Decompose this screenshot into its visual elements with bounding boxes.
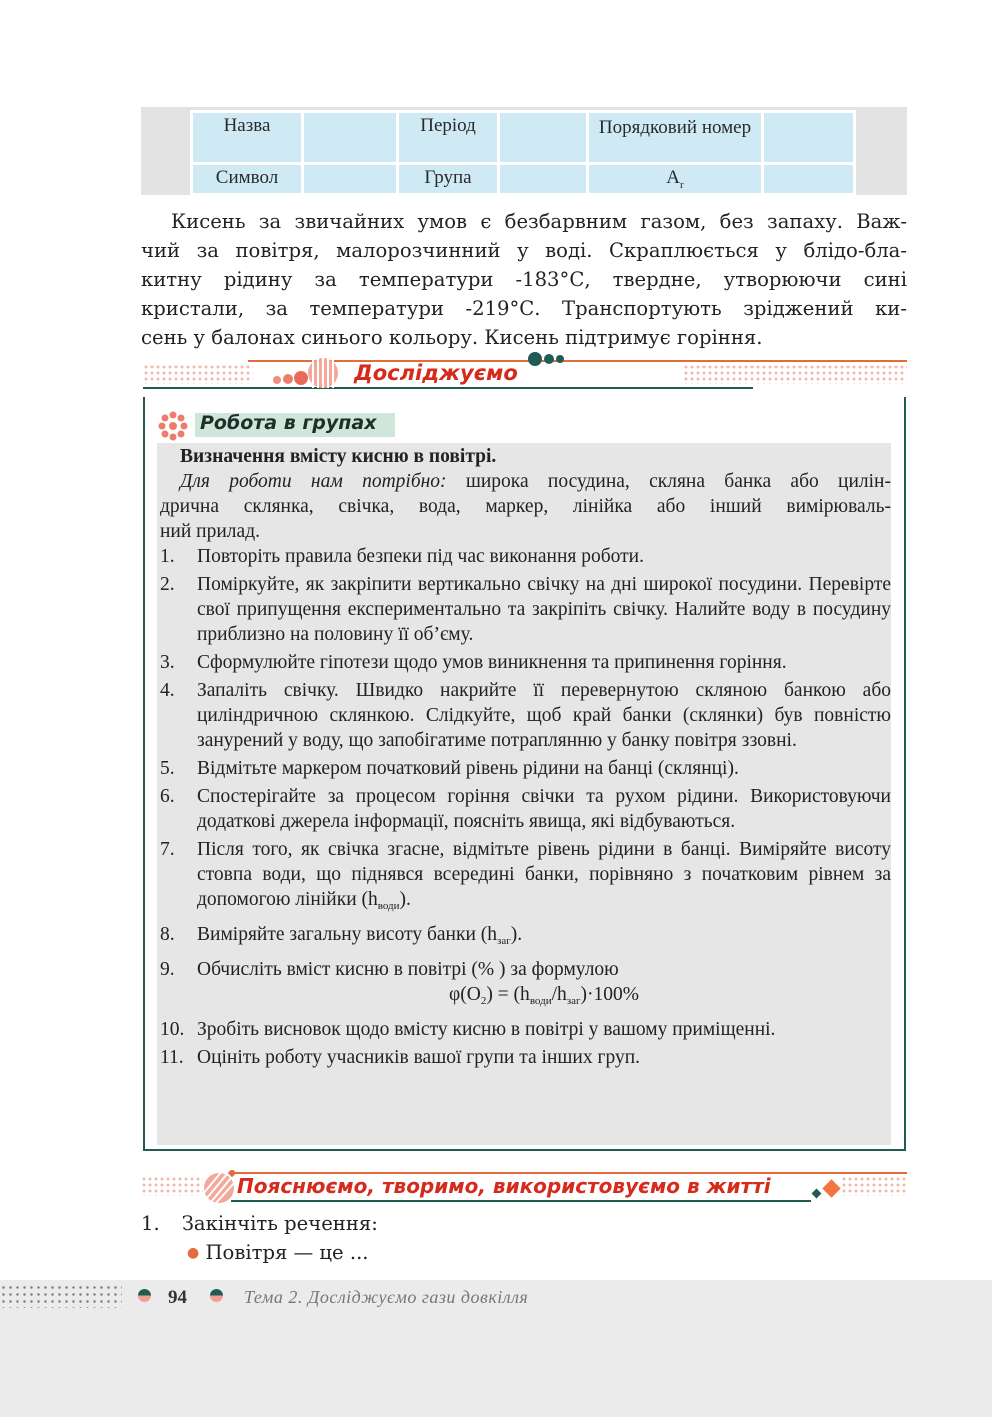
banner-decor-dots-icon	[527, 351, 575, 367]
group-work-icon	[157, 410, 189, 442]
footer-dot-icon	[210, 1289, 223, 1302]
table-cell-number-value	[764, 113, 853, 162]
banner-decor-circles-icon	[271, 356, 341, 390]
page-number: 94	[168, 1287, 187, 1308]
lab-instructions	[160, 444, 891, 1073]
footer-dot-icon	[138, 1289, 151, 1302]
materials-text: широка посудина, скляна банка або цилін-	[446, 471, 891, 492]
lab-step: 9. Обчисліть вміст кисню в повітрі (% ) за формулою	[160, 959, 619, 980]
banner-dots-left	[143, 364, 253, 384]
materials-label: Для роботи нам потрібно:	[180, 471, 447, 492]
section-banner-investigate	[143, 360, 907, 390]
bullet-text: Повітря — це ...	[205, 1241, 369, 1264]
table-cell-ar-label: $A_r$	[589, 165, 761, 193]
lab-heading: Визначення вмісту кисню в повітрі.	[180, 446, 497, 467]
bullet-icon: ●	[187, 1245, 200, 1261]
banner-top-line	[248, 360, 907, 362]
banner-decor-diamonds-icon	[811, 1178, 845, 1202]
table-cell-name-value	[304, 113, 396, 162]
table-cell-name-label: Назва	[193, 113, 301, 162]
lab-step: 11. Оцініть роботу учасників вашої групи та інших груп.	[160, 1047, 641, 1068]
footer-dots-pattern	[0, 1284, 122, 1308]
group-work-title: Робота в групах	[200, 412, 377, 434]
table-cell-symbol-label: Символ	[193, 165, 301, 193]
task-number: 1.	[141, 1212, 160, 1235]
table-cell-group-label: Група	[399, 165, 497, 193]
paragraph-line: китну рідину за температури -183°С, твердне, утворюючи сині	[141, 268, 907, 291]
section-banner-explain	[141, 1170, 907, 1204]
table-cell-number-label: Порядковий номер	[589, 113, 761, 162]
table-cell-symbol-value	[304, 165, 396, 193]
paragraph-line: Кисень за звичайних умов є безбарвним газом, без запаху. Важ-	[171, 210, 907, 233]
paragraph-line: сень у балонах синього кольору. Кисень підтримує горіння.	[141, 326, 763, 349]
lab-step: 7. Після того, як свічка згасне, відмітьте рівень рідини в банці. Виміряйте висоту стовпа води, що піднявся всередині банки, порівняно з початковим рівнем за допомогою лінійки $(h_{води})$.	[160, 839, 891, 912]
element-card-table	[190, 110, 856, 196]
lab-step: 3. Сформулюйте гіпотези щодо умов виникнення та припинення горіння.	[160, 652, 787, 673]
materials-line: ний прилад.	[160, 521, 260, 542]
table-cell-period-label: Період	[399, 113, 497, 162]
oxygen-description-paragraph	[141, 207, 907, 352]
lab-step: 2. Поміркуйте, як закріпити вертикально свічку на дні широкої посудини. Перевірте свої припущення експериментально та закріпіть свічку. Налийте воду в посудину приблизно на половину її об’єму.	[160, 574, 891, 645]
task-bullet-item	[141, 1238, 907, 1268]
oxygen-formula: $\varphi(O_2) = (h_{води}/h_{заг})\cdot 100\%$	[448, 984, 640, 1007]
table-cell-ar-value	[764, 165, 853, 193]
section-title-explain: Пояснюємо, творимо, використовуємо в житті	[237, 1174, 771, 1198]
lab-step: 4. Запаліть свічку. Швидко накрийте її перевернутою скляною банкою або циліндричною склянкою. Слідкуйте, щоб край банки (склянки) був повністю занурений у воду, що запобігатиме потраплянню у банку повітря ззовні.	[160, 680, 891, 751]
materials-line: дрична склянка, свічка, вода, маркер, лінійка або інший вимірюваль-	[160, 496, 891, 517]
lab-step: 5. Відмітьте маркером початковий рівень рідини на банці (склянці).	[160, 758, 739, 779]
task-list	[141, 1209, 907, 1268]
banner-dots-right	[683, 364, 907, 384]
lab-step: 8. Виміряйте загальну висоту банки $(h_{заг})$.	[160, 924, 523, 947]
banner-bottom-line	[143, 387, 753, 389]
banner-bottom-line	[231, 1200, 811, 1202]
task-item	[141, 1209, 907, 1238]
table-cell-group-value	[500, 165, 586, 193]
lab-step: 10. Зробіть висновок щодо вмісту кисню в повітрі у вашому приміщенні.	[160, 1019, 776, 1040]
lab-materials-continued	[160, 494, 891, 544]
banner-dots-left	[141, 1176, 203, 1196]
lab-materials-intro	[160, 469, 891, 494]
paragraph-line: чий за повітря, малорозчинний у воді. Скраплюється у блідо-бла-	[141, 239, 907, 262]
footer-topic-title: Тема 2. Досліджуємо гази довкілля	[244, 1287, 529, 1307]
section-title-investigate: Досліджуємо	[354, 361, 518, 385]
lab-steps-list	[160, 544, 891, 1070]
table-cell-period-value	[500, 113, 586, 162]
paragraph-line: кристали, за температури -219°С. Транспортують зріджений ки-	[141, 297, 907, 320]
lab-step: 6. Спостерігайте за процесом горіння свічки та рухом рідини. Використовуючи додаткові джерела інформації, поясніть явища, які відбуваються.	[160, 786, 891, 832]
lab-step: 1. Повторіть правила безпеки під час виконання роботи.	[160, 546, 644, 567]
banner-dots-right	[841, 1176, 907, 1196]
banner-decor-circle-icon	[201, 1170, 237, 1204]
task-text: Закінчіть речення:	[181, 1212, 378, 1235]
